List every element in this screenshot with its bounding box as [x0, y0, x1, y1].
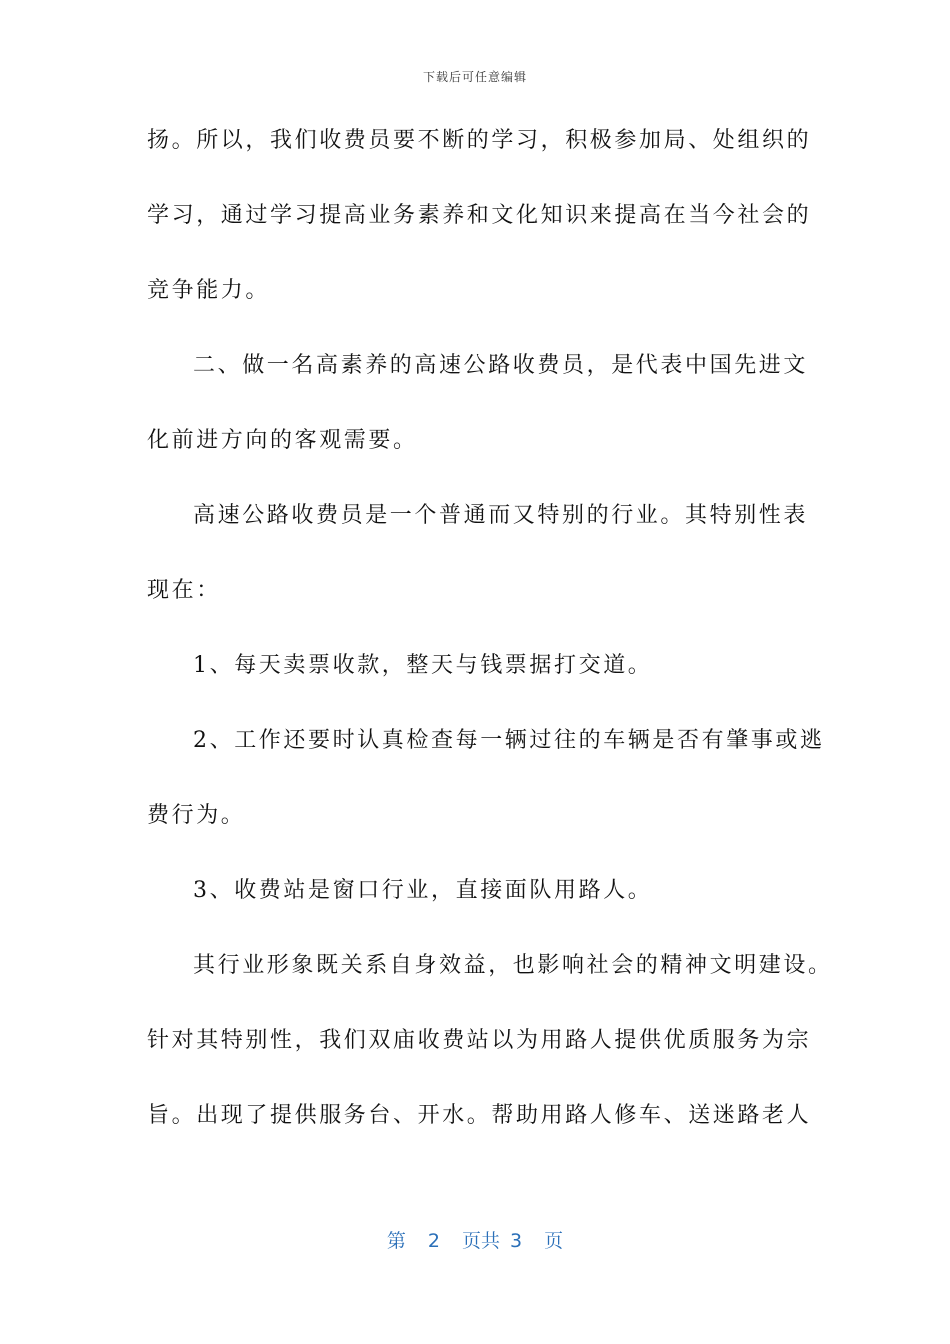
text-line: 2、工作还要时认真检查每一辆过往的车辆是否有肇事或逃: [193, 728, 825, 753]
header-note: 下载后可任意编辑: [422, 70, 527, 84]
page-suffix: 页: [544, 1230, 564, 1252]
page-prefix: 第: [386, 1230, 406, 1252]
page-footer: [0, 1226, 950, 1253]
text-line: 学习，通过学习提高业务素养和文化知识来提高在当今社会的: [147, 203, 812, 228]
text-line: 1、每天卖票收款，整天与钱票据打交道。: [193, 653, 653, 678]
text-line: 现在：: [147, 578, 221, 603]
text-line: 竞争能力。: [147, 278, 271, 303]
text-line: 费行为。: [147, 803, 246, 828]
page-mid: 页共: [461, 1230, 500, 1252]
text-line: 扬。所以，我们收费员要不断的学习，积极参加局、处组织的: [147, 128, 812, 153]
current-page-number: 2: [427, 1230, 440, 1252]
text-line: 其行业形象既关系自身效益，也影响社会的精神文明建设。: [193, 953, 833, 978]
text-line: 针对其特别性，我们双庙收费站以为用路人提供优质服务为宗: [147, 1028, 812, 1053]
text-line: 旨。出现了提供服务台、开水。帮助用路人修车、送迷路老人: [147, 1103, 812, 1128]
text-line: 高速公路收费员是一个普通而又特别的行业。其特别性表: [193, 503, 809, 528]
total-pages-number: 3: [510, 1230, 523, 1252]
text-line: 3、收费站是窗口行业，直接面队用路人。: [193, 878, 653, 903]
text-line: 化前进方向的客观需要。: [147, 428, 418, 453]
text-line: 二、做一名高素养的高速公路收费员，是代表中国先进文: [193, 353, 809, 378]
